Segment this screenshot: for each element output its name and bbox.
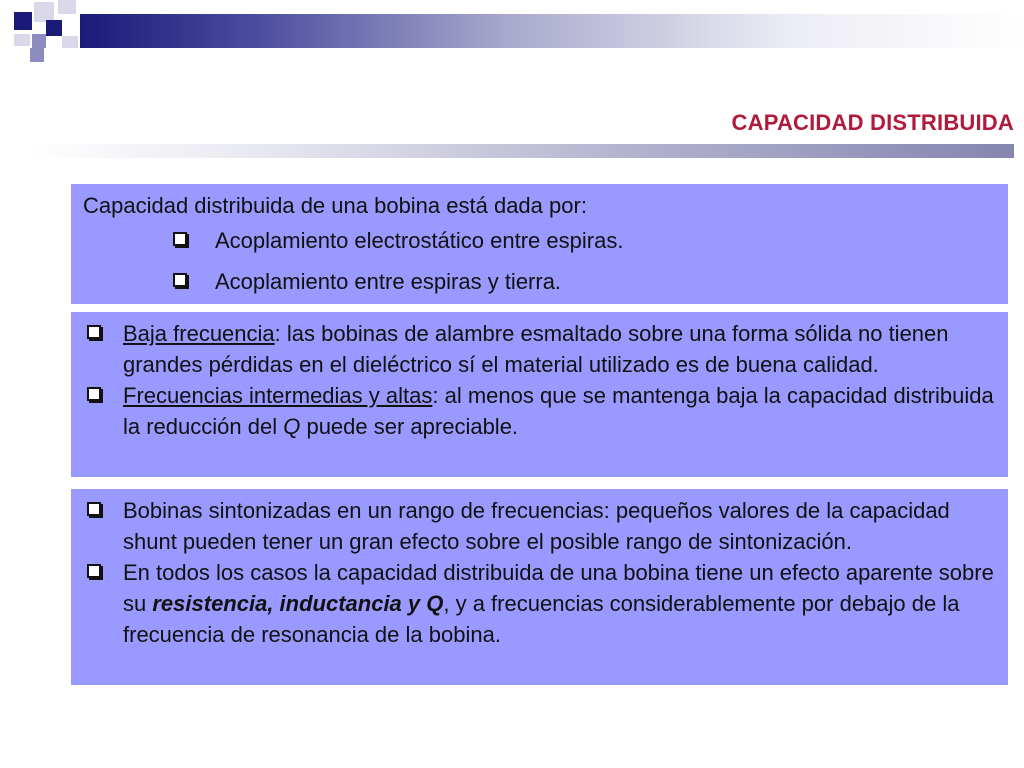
- header-square-4: [46, 20, 62, 36]
- intermediate-text-a: : al menos que se mantenga baja la capacidad distribuida la reducción del: [123, 383, 994, 439]
- all-cases-text-b: , y a frecuencias considerablemente por debajo de la frecuencia de resonancia de la bobina.: [123, 591, 960, 647]
- list-item: [83, 266, 996, 297]
- list-item: [85, 380, 994, 442]
- term-intermediate-high-frequency: Frecuencias intermedias y altas: [123, 383, 433, 408]
- emphasis-text: resistencia, inductancia y Q: [152, 591, 444, 616]
- tuned-coils-box: [71, 489, 1008, 685]
- q-symbol: Q: [283, 414, 301, 439]
- header-square-8: [62, 36, 78, 48]
- header-gradient-band: [80, 14, 1024, 48]
- checkbox-bullet-icon: [87, 564, 101, 578]
- list-item: [83, 225, 996, 256]
- header-square-7: [30, 48, 44, 62]
- frequency-box: [71, 312, 1008, 477]
- list-item-text: Acoplamiento entre espiras y tierra.: [215, 269, 562, 294]
- checkbox-bullet-icon: [173, 273, 187, 287]
- intermediate-text-b: puede ser apreciable.: [300, 414, 519, 439]
- list-item: [85, 557, 994, 650]
- checkbox-bullet-icon: [87, 325, 101, 339]
- title-underline-gradient: [30, 144, 1014, 158]
- definition-box: [71, 184, 1008, 304]
- term-low-frequency: Baja frecuencia: [123, 321, 275, 346]
- checkbox-bullet-icon: [87, 502, 101, 516]
- list-item: [85, 318, 994, 380]
- tuned-coils-text: Bobinas sintonizadas en un rango de frecuencias: pequeños valores de la capacidad shunt pueden tener un gran efecto sobre el posible rango de sintonización.: [123, 498, 950, 554]
- slide-title: CAPACIDAD DISTRIBUIDA: [731, 110, 1014, 135]
- list-item: [85, 495, 994, 557]
- all-cases-text-a: En todos los casos la capacidad distribuida de una bobina tiene un efecto aparente sobre su: [123, 560, 994, 616]
- header-square-3: [58, 0, 76, 14]
- header-square-5: [32, 34, 46, 48]
- definition-intro: Capacidad distribuida de una bobina está dada por:: [83, 193, 587, 218]
- checkbox-bullet-icon: [87, 387, 101, 401]
- header-square-1: [14, 12, 32, 30]
- list-item-text: Acoplamiento electrostático entre espiras.: [215, 228, 624, 253]
- header-square-6: [14, 34, 30, 46]
- checkbox-bullet-icon: [173, 232, 187, 246]
- low-frequency-text: : las bobinas de alambre esmaltado sobre una forma sólida no tienen grandes pérdidas en el dieléctrico sí el material utilizado es de buena calidad.: [123, 321, 949, 377]
- header-square-2: [34, 2, 54, 22]
